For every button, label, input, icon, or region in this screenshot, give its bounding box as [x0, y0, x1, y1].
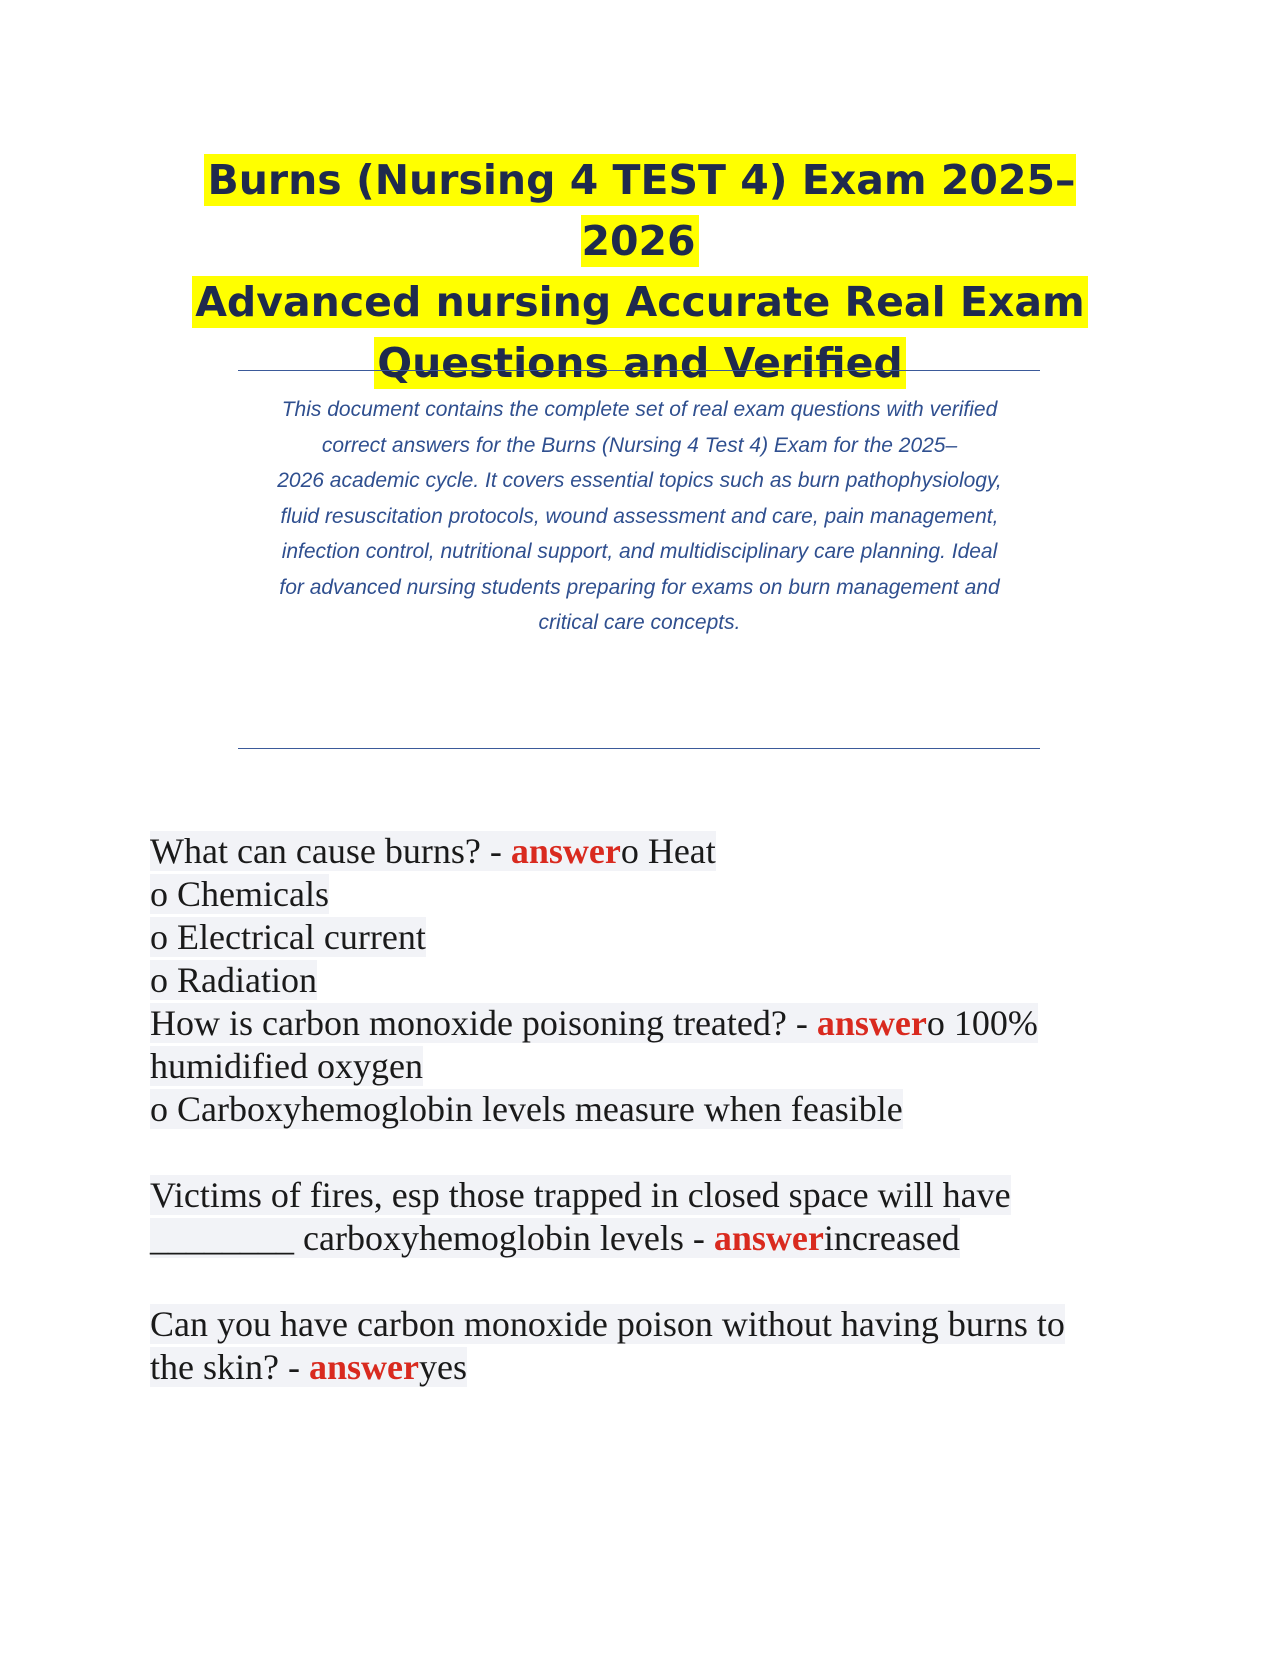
- answer-text: yes: [418, 1347, 467, 1387]
- summary-line: correct answers for the Burns (Nursing 4 Test 4) Exam for the 2025–: [321, 433, 958, 457]
- answer-item: o Electrical current: [150, 917, 426, 957]
- title-line-2: Advanced nursing Accurate Real Exam: [150, 272, 1130, 333]
- answer-text: increased: [823, 1218, 960, 1258]
- title-line-3: Questions and Verified: [150, 333, 1130, 394]
- answer-item: humidified oxygen: [150, 1046, 423, 1086]
- blank-line: [150, 1131, 1130, 1174]
- qa-line: [150, 1002, 1130, 1045]
- divider-bottom: [238, 748, 1040, 749]
- answer-text: o 100%: [926, 1003, 1038, 1043]
- qa-line: [150, 1346, 1130, 1389]
- question-text: Victims of fires, esp those trapped in closed space will have: [150, 1175, 1011, 1215]
- summary-line: for advanced nursing students preparing for exams on burn management and: [279, 575, 1000, 599]
- answer-label: answer: [816, 1003, 927, 1043]
- question-text: the skin? -: [150, 1347, 309, 1387]
- qa-line: [150, 1217, 1130, 1260]
- document-summary: [232, 392, 1047, 641]
- question-text: ________ carboxyhemoglobin levels -: [150, 1218, 714, 1258]
- document-title: [150, 150, 1130, 394]
- answer-item: o Radiation: [150, 960, 317, 1000]
- answer-label: answer: [308, 1347, 419, 1387]
- qa-section: [150, 830, 1130, 1389]
- qa-line: [150, 830, 1130, 873]
- divider-top: [238, 370, 1040, 371]
- title-line-1: Burns (Nursing 4 TEST 4) Exam 2025–2026: [150, 150, 1130, 272]
- question-text: How is carbon monoxide poisoning treated? -: [150, 1003, 817, 1043]
- summary-line: 2026 academic cycle. It covers essential topics such as burn pathophysiology,: [277, 469, 1002, 492]
- summary-line: critical care concepts.: [538, 611, 741, 634]
- summary-line: fluid resuscitation protocols, wound assessment and care, pain management,: [280, 504, 999, 528]
- answer-item: o Chemicals: [150, 874, 329, 914]
- answer-label: answer: [713, 1218, 824, 1258]
- question-text: What can cause burns? -: [150, 831, 511, 871]
- answer-label: answer: [510, 831, 621, 871]
- summary-line: infection control, nutritional support, and multidisciplinary care planning. Ideal: [281, 540, 998, 563]
- answer-text: o Heat: [620, 831, 716, 871]
- summary-line: This document contains the complete set of real exam questions with verified: [281, 398, 998, 421]
- answer-item: o Carboxyhemoglobin levels measure when feasible: [150, 1089, 903, 1129]
- blank-line: [150, 1260, 1130, 1303]
- question-text: Can you have carbon monoxide poison without having burns to: [150, 1304, 1065, 1344]
